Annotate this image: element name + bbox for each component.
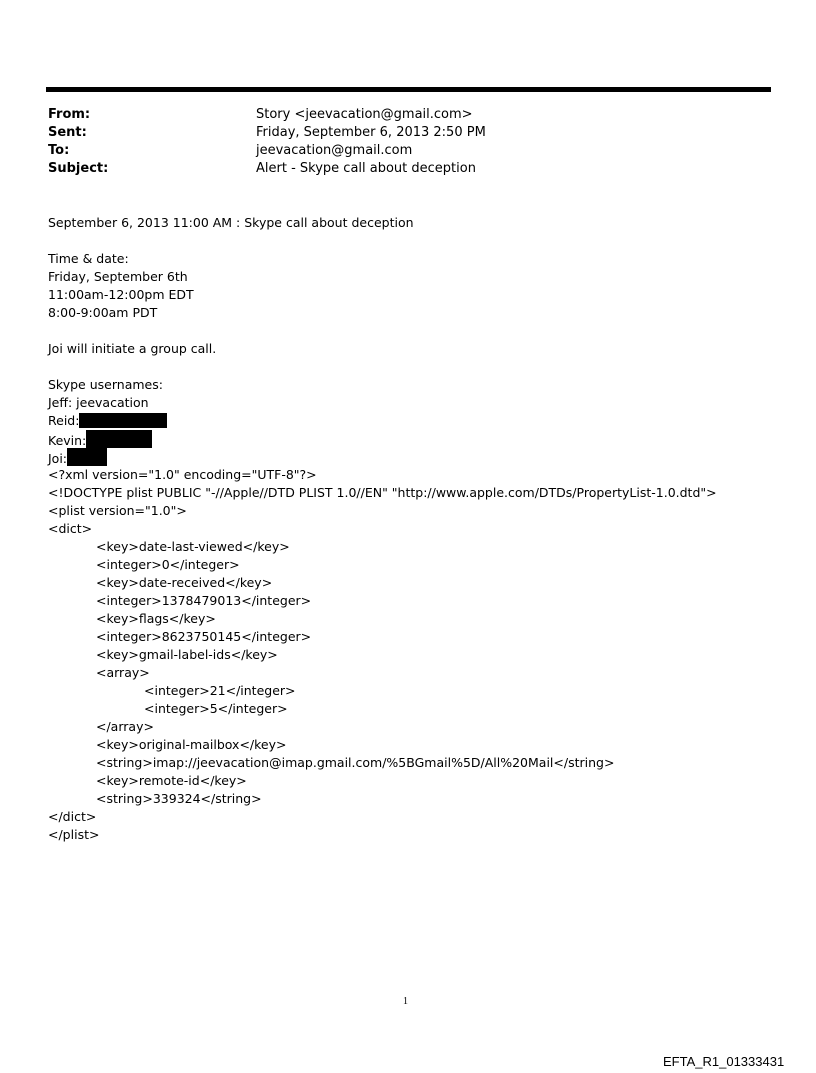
- meeting-line: September 6, 2013 11:00 AM : Skype call about deception: [48, 215, 414, 230]
- username-jeff: Jeff: jeevacation: [48, 395, 149, 410]
- sent-label: Sent:: [48, 125, 87, 140]
- redaction-box: [67, 448, 107, 466]
- meeting-day: Friday, September 6th: [48, 269, 188, 284]
- plist-line: <key>date-received</key>: [96, 575, 273, 590]
- plist-line: <integer>0</integer>: [96, 557, 240, 572]
- plist-line: <array>: [96, 665, 150, 680]
- plist-line: <integer>21</integer>: [144, 683, 296, 698]
- time-date-label: Time & date:: [48, 251, 129, 266]
- plist-line: <integer>8623750145</integer>: [96, 629, 312, 644]
- subject-label: Subject:: [48, 161, 109, 176]
- from-label: From:: [48, 107, 91, 122]
- to-label: To:: [48, 143, 70, 158]
- plist-line: <dict>: [48, 521, 93, 536]
- redaction-box: [86, 430, 152, 448]
- plist-line: <integer>5</integer>: [144, 701, 288, 716]
- kevin-label: Kevin:: [48, 433, 87, 448]
- username-joi: [48, 448, 107, 468]
- plist-line: <plist version="1.0">: [48, 503, 187, 518]
- usernames-label: Skype usernames:: [48, 377, 163, 392]
- plist-line: <integer>1378479013</integer>: [96, 593, 312, 608]
- subject-value: Alert - Skype call about deception: [256, 161, 476, 176]
- group-call-note: Joi will initiate a group call.: [48, 341, 217, 356]
- plist-line: </plist>: [48, 827, 100, 842]
- username-kevin: [48, 430, 152, 450]
- plist-line: <key>date-last-viewed</key>: [96, 539, 290, 554]
- plist-line: <key>flags</key>: [96, 611, 216, 626]
- plist-line: <key>original-mailbox</key>: [96, 737, 287, 752]
- reid-label: Reid:: [48, 413, 80, 428]
- plist-line: </array>: [96, 719, 154, 734]
- page-number: 1: [403, 996, 408, 1007]
- bates-number: EFTA_R1_01333431: [663, 1054, 785, 1069]
- plist-line: <string>imap://jeevacation@imap.gmail.com/%5BGmail%5D/All%20Mail</string>: [96, 755, 615, 770]
- meeting-time-pdt: 8:00-9:00am PDT: [48, 305, 158, 320]
- redaction-box: [79, 413, 167, 428]
- plist-line: <?xml version="1.0" encoding="UTF-8"?>: [48, 467, 317, 482]
- username-reid: [48, 412, 167, 430]
- sent-value: Friday, September 6, 2013 2:50 PM: [256, 125, 486, 140]
- joi-label: Joi:: [48, 451, 68, 466]
- plist-line: </dict>: [48, 809, 97, 824]
- plist-line: <key>gmail-label-ids</key>: [96, 647, 278, 662]
- from-value: Story <jeevacation@gmail.com>: [256, 107, 473, 122]
- plist-line: <string>339324</string>: [96, 791, 262, 806]
- plist-line: <key>remote-id</key>: [96, 773, 247, 788]
- header-rule: [46, 87, 771, 92]
- plist-line: <!DOCTYPE plist PUBLIC "-//Apple//DTD PLIST 1.0//EN" "http://www.apple.com/DTDs/PropertyList-1.0.dtd">: [48, 485, 717, 500]
- meeting-time-edt: 11:00am-12:00pm EDT: [48, 287, 194, 302]
- to-value: jeevacation@gmail.com: [256, 143, 413, 158]
